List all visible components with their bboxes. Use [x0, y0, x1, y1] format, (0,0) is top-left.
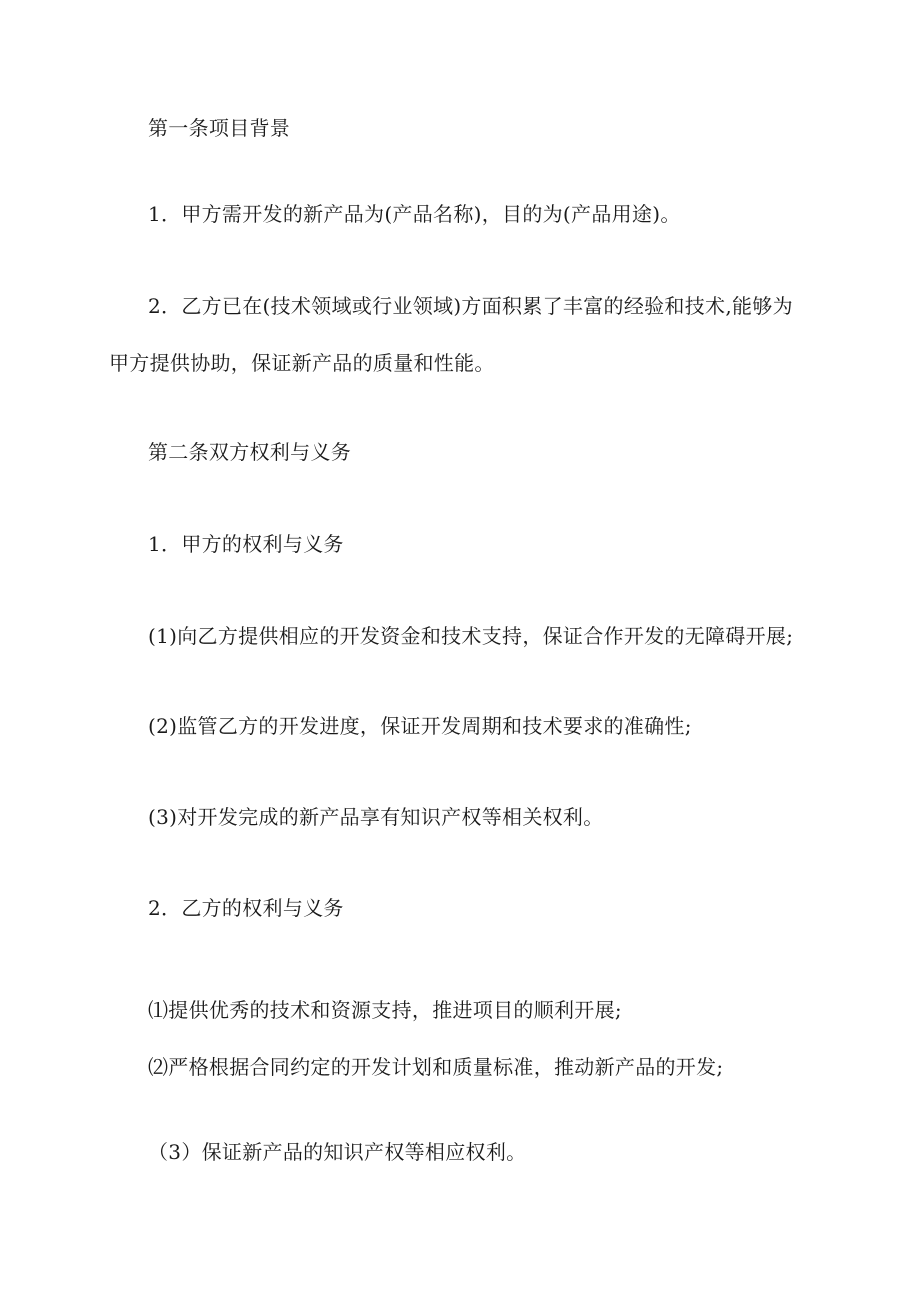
party-b-heading: 2．乙方的权利与义务: [148, 896, 344, 920]
section1-heading: 第一条项目背景: [148, 116, 291, 140]
section2-heading: 第二条双方权利与义务: [148, 440, 351, 464]
party-b-item-1: ⑴提供优秀的技术和资源支持，推进项目的顺利开展;: [148, 998, 622, 1022]
party-b-item-3: （3）保证新产品的知识产权等相应权利。: [148, 1140, 527, 1164]
party-a-heading: 1．甲方的权利与义务: [148, 532, 344, 556]
party-a-item-2: (2)监管乙方的开发进度，保证开发周期和技术要求的准确性;: [148, 714, 692, 738]
section1-item-2-line-1: 2．乙方已在(技术领域或行业领域)方面积累了丰富的经验和技术,能够为: [148, 294, 793, 318]
section1-item-1: 1．甲方需开发的新产品为(产品名称)，目的为(产品用途)。: [148, 202, 681, 226]
section1-item-2-line-2: 甲方提供协助，保证新产品的质量和性能。: [109, 351, 495, 375]
party-b-item-2: ⑵严格根据合同约定的开发计划和质量标准，推动新产品的开发;: [148, 1055, 724, 1079]
party-a-item-3: (3)对开发完成的新产品享有知识产权等相关权利。: [148, 805, 604, 829]
party-a-item-1: (1)向乙方提供相应的开发资金和技术支持，保证合作开发的无障碍开展;: [148, 624, 794, 648]
